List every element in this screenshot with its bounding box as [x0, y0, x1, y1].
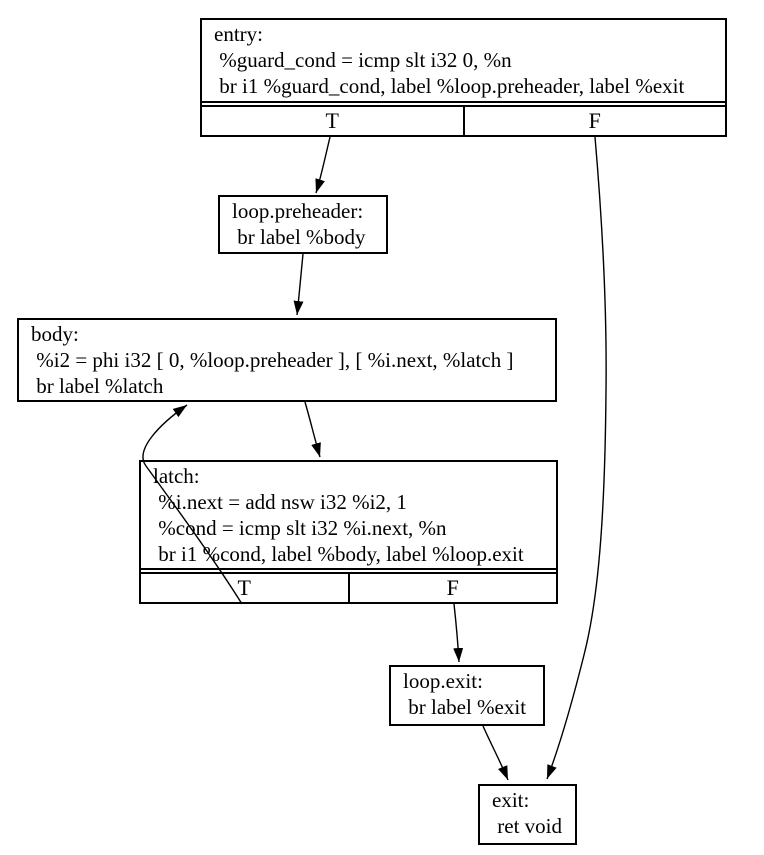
block-latch-ports [141, 572, 556, 602]
block-loop-exit [389, 665, 545, 726]
edge-latch-F-to-loop-exit [454, 604, 459, 662]
port-false: F [588, 108, 601, 133]
block-body-code [19, 320, 555, 400]
block-latch-code [141, 462, 556, 570]
block-label: exit: [492, 788, 530, 812]
block-entry-ports [202, 105, 725, 135]
port-false: F [446, 575, 459, 600]
block-loop-preheader [218, 195, 388, 254]
block-label: body: [31, 322, 79, 346]
ir-instruction: br i1 %cond, label %body, label %loop.exit [153, 542, 524, 566]
block-label: entry: [214, 22, 263, 46]
ir-instruction: br label %latch [31, 374, 164, 398]
port-true: T [202, 107, 465, 135]
block-entry [200, 18, 727, 137]
ir-instruction: br i1 %guard_cond, label %loop.preheader, label %exit [214, 74, 685, 98]
block-latch [139, 460, 558, 604]
block-loop-preheader-code [220, 197, 386, 252]
block-label: loop.exit: [403, 669, 483, 693]
ir-instruction: br label %body [232, 225, 366, 249]
edge-loop-preheader-to-body [297, 254, 303, 315]
ir-instruction: br label %exit [403, 695, 527, 719]
port-true: T [141, 574, 350, 602]
ir-instruction: %i2 = phi i32 [ 0, %loop.preheader ], [ %i.next, %latch ] [31, 348, 514, 372]
edge-body-to-latch [305, 402, 320, 457]
ir-instruction: %i.next = add nsw i32 %i2, 1 [153, 490, 407, 514]
edge-loop-exit-to-exit [483, 726, 508, 780]
ir-instruction: %guard_cond = icmp slt i32 0, %n [214, 48, 512, 72]
block-loop-exit-code [391, 667, 543, 724]
block-exit-code [480, 786, 575, 843]
block-body [17, 318, 557, 402]
edge-entry-T-to-loop-preheader [316, 137, 330, 193]
block-exit [478, 784, 577, 845]
edge-entry-F-to-exit [547, 137, 606, 779]
ir-instruction: ret void [492, 814, 562, 838]
block-label: latch: [153, 464, 200, 488]
ir-instruction: %cond = icmp slt i32 %i.next, %n [153, 516, 447, 540]
block-label: loop.preheader: [232, 199, 364, 223]
block-entry-code [202, 20, 725, 103]
